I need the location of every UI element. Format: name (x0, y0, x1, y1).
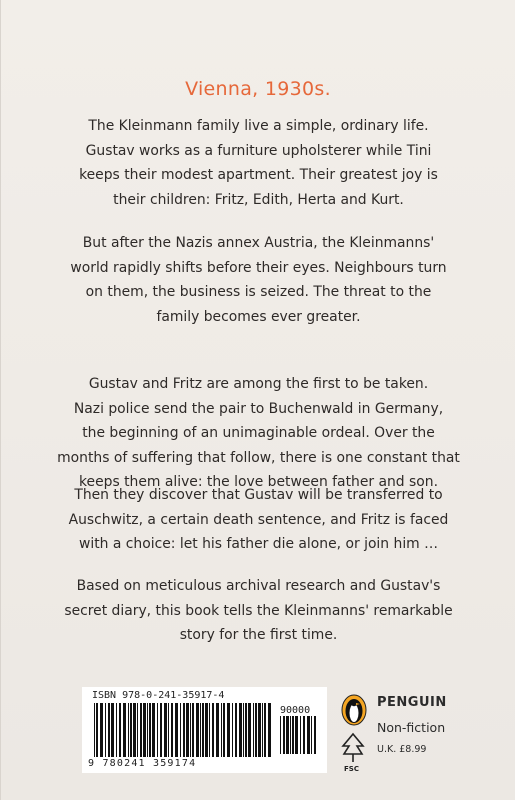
publisher-name: PENGUIN (377, 695, 447, 710)
blurb-paragraph-5 (37, 574, 480, 648)
category-label: Non-fiction (377, 720, 446, 735)
price-label: U.K. £8.99 (377, 744, 427, 755)
addon-barcode-icon (280, 716, 320, 754)
fsc-logo-icon (339, 732, 367, 764)
paragraph-text: But after the Nazis annex Austria, the Kleinmanns' world rapidly shifts before their eyes. Neighbours turn on them, the business is seized. The threat to the family becomes ever greater. (70, 235, 447, 325)
blurb-paragraph-1 (37, 114, 480, 212)
paragraph-text: Gustav and Fritz are among the first to be taken. Nazi police send the pair to Buchenwald in Germany, the beginning of an unimaginable ordeal. Over the months of suffering that follow, there is one constant that keeps them alive: the love between father and son. (57, 376, 460, 490)
fsc-label: FSC (344, 765, 359, 773)
barcode-panel (82, 687, 327, 773)
price-code: 90000 (280, 705, 311, 716)
isbn-label: ISBN 978-0-241-35917-4 (92, 690, 225, 701)
headline: Vienna, 1930s. (185, 78, 331, 100)
paragraph-text: Then they discover that Gustav will be transferred to Auschwitz, a certain death sentence, and Fritz is faced with a choice: let his father die alone, or join him … (68, 487, 449, 552)
penguin-logo-icon (341, 694, 367, 726)
blurb-paragraph-3 (37, 372, 480, 495)
blurb-paragraph-2 (37, 231, 480, 329)
ean-digits: 9 780241 359174 (88, 758, 197, 769)
blurb-paragraph-4 (37, 483, 480, 557)
paragraph-text: The Kleinmann family live a simple, ordinary life. Gustav works as a furniture upholsterer while Tini keeps their modest apartment. Their greatest joy is their children: Fritz, Edith, Herta and Kurt. (79, 118, 438, 208)
barcode-icon (94, 703, 274, 761)
paragraph-text: Based on meticulous archival research and Gustav's secret diary, this book tells the Kleinmanns' remarkable story for the first time. (64, 578, 453, 643)
